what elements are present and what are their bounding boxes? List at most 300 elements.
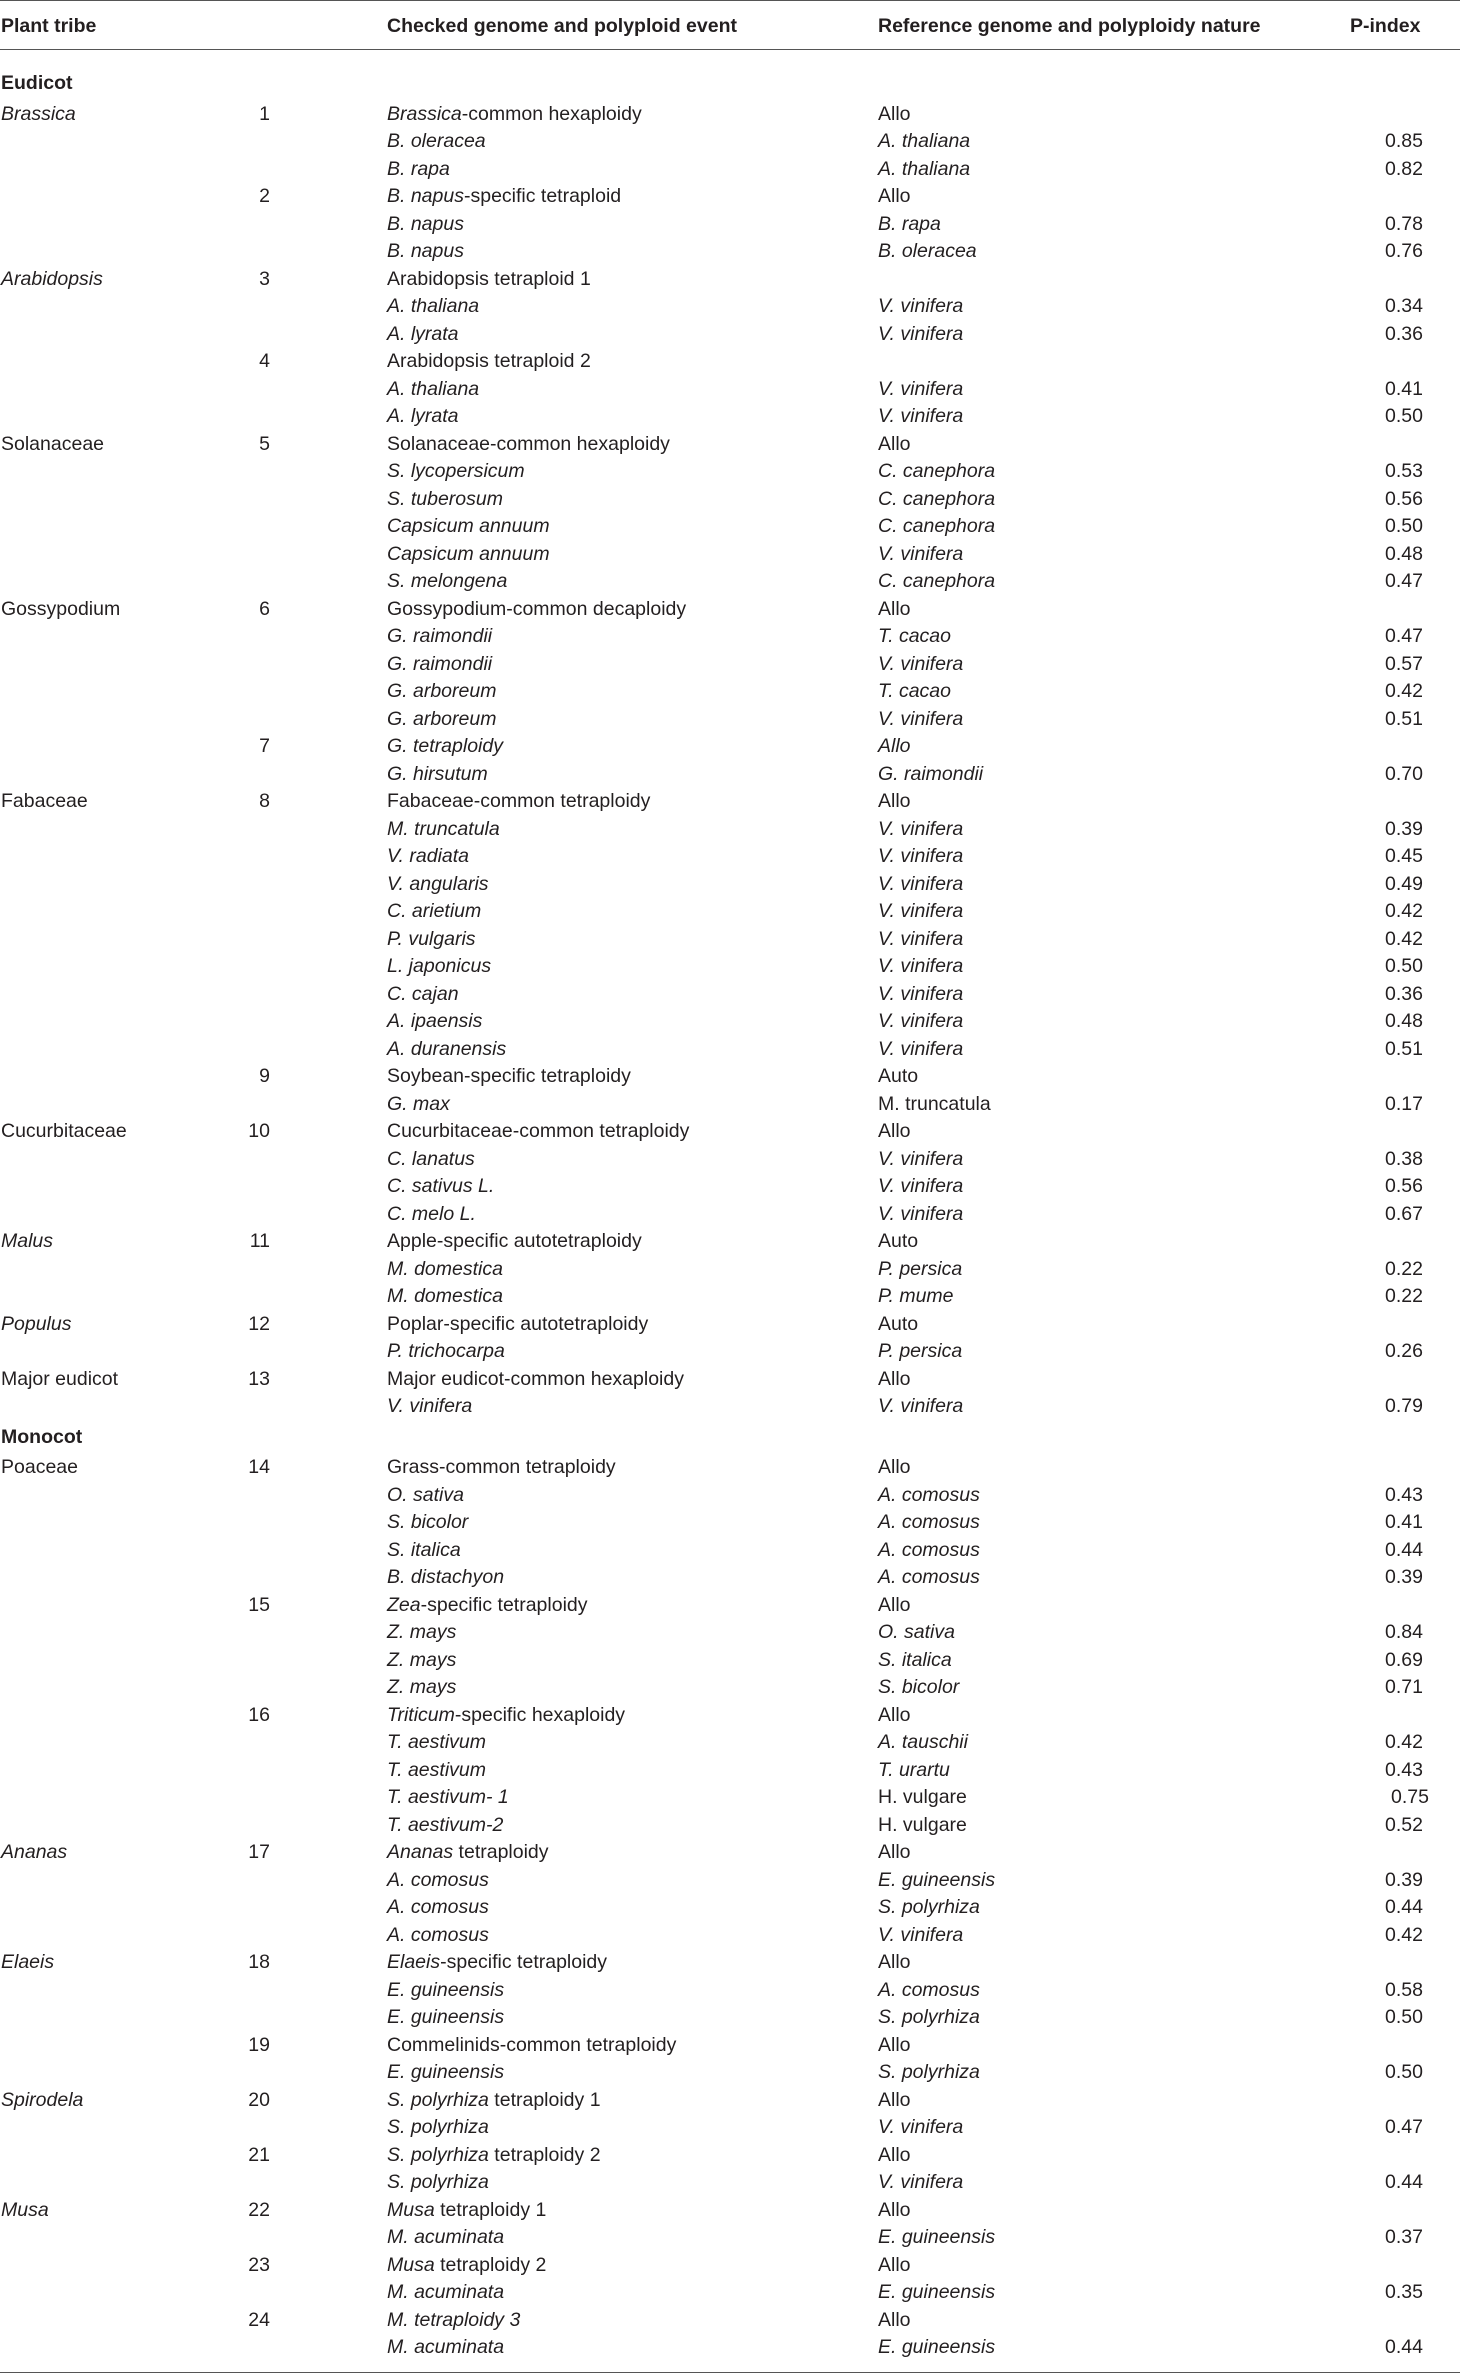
cell-event-number: 4 [259, 350, 270, 372]
reference-genome-text: V. vinifera [878, 818, 964, 840]
cell-checked-genome [387, 763, 488, 785]
cell-event-number: 15 [248, 1594, 270, 1616]
cell-checked-genome [387, 1924, 489, 1946]
cell-checked-genome [387, 1203, 476, 1225]
cell-checked-genome [387, 1841, 549, 1863]
cell-reference-genome [878, 680, 951, 702]
cell-reference-genome [878, 2226, 995, 2248]
reference-genome-text: Allo [878, 103, 911, 125]
cell-checked-genome [387, 103, 642, 125]
cell-checked-genome [387, 1230, 642, 1252]
checked-genome-text: Arabidopsis tetraploid 1 [387, 268, 591, 290]
reference-genome-text: T. cacao [878, 625, 951, 647]
cell-checked-genome [387, 1649, 456, 1671]
cell-checked-genome [387, 185, 621, 207]
checked-genome-text: Musa [387, 2254, 435, 2276]
cell-checked-genome [387, 2034, 676, 2056]
cell-checked-genome [387, 1814, 503, 1836]
cell-reference-genome [878, 598, 911, 620]
cell-event-number: 20 [248, 2089, 270, 2111]
cell-checked-genome [387, 1120, 689, 1142]
checked-genome-text: tetraploidy 1 [434, 2199, 547, 2221]
reference-genome-text: V. vinifera [878, 323, 964, 345]
cell-reference-genome [878, 2061, 980, 2083]
reference-genome-text: V. vinifera [878, 955, 964, 977]
cell-checked-genome [387, 1010, 482, 1032]
reference-genome-text: B. oleracea [878, 240, 977, 262]
cell-plant-tribe: Malus [1, 1230, 54, 1252]
checked-genome-text: A. comosus [387, 1924, 489, 1946]
section-title: Monocot [1, 1426, 83, 1448]
checked-genome-text: P. vulgaris [387, 928, 476, 950]
reference-genome-text: Allo [878, 2199, 911, 2221]
cell-p-index: 0.45 [1385, 845, 1423, 867]
cell-p-index: 0.67 [1385, 1203, 1423, 1225]
reference-genome-text: S. bicolor [878, 1676, 960, 1698]
reference-genome-text: T. urartu [878, 1759, 950, 1781]
reference-genome-text: V. vinifera [878, 1148, 964, 1170]
cell-reference-genome [878, 323, 963, 345]
cell-event-number: 18 [248, 1951, 270, 1973]
cell-checked-genome [387, 2061, 504, 2083]
cell-checked-genome [387, 845, 469, 867]
reference-genome-text: Allo [878, 1841, 911, 1863]
cell-p-index: 0.22 [1385, 1285, 1423, 1307]
cell-reference-genome [878, 1511, 980, 1533]
checked-genome-text: Triticum [387, 1704, 455, 1726]
reference-genome-text: V. vinifera [878, 2171, 964, 2193]
cell-p-index: 0.44 [1385, 1539, 1423, 1561]
checked-genome-text: Capsicum annuum [387, 543, 550, 565]
cell-event-number: 13 [248, 1368, 270, 1390]
cell-reference-genome [878, 213, 941, 235]
cell-checked-genome [387, 928, 476, 950]
checked-genome-text: T. aestivum [387, 1759, 486, 1781]
checked-genome-text: E. guineensis [387, 2061, 505, 2083]
checked-genome-text: S. italica [387, 1539, 461, 1561]
cell-checked-genome [387, 790, 650, 812]
cell-p-index: 0.42 [1385, 900, 1423, 922]
reference-genome-text: V. vinifera [878, 1203, 964, 1225]
cell-event-number: 21 [248, 2144, 270, 2166]
section-title: Eudicot [1, 72, 73, 94]
checked-genome-text: B. oleracea [387, 130, 486, 152]
cell-checked-genome [387, 1065, 631, 1087]
cell-p-index: 0.48 [1385, 1010, 1423, 1032]
cell-p-index: 0.39 [1385, 1566, 1423, 1588]
cell-reference-genome [878, 1814, 967, 1836]
header-p-index: P-index [1350, 15, 1421, 37]
reference-genome-text: Auto [878, 1230, 919, 1252]
cell-event-number: 16 [248, 1704, 270, 1726]
cell-checked-genome [387, 1869, 489, 1891]
cell-p-index: 0.71 [1385, 1676, 1423, 1698]
checked-genome-text: B. rapa [387, 158, 450, 180]
cell-checked-genome [387, 680, 496, 702]
cell-p-index: 0.85 [1385, 130, 1423, 152]
cell-checked-genome [387, 2199, 546, 2221]
cell-p-index: 0.44 [1385, 2171, 1423, 2193]
cell-reference-genome [878, 818, 963, 840]
cell-event-number: 19 [248, 2034, 270, 2056]
cell-checked-genome [387, 1759, 486, 1781]
cell-reference-genome [878, 983, 963, 1005]
cell-checked-genome [387, 1038, 506, 1060]
checked-genome-text: A. lyrata [387, 405, 459, 427]
cell-event-number: 2 [259, 185, 270, 207]
cell-reference-genome [878, 900, 963, 922]
reference-genome-text: V. vinifera [878, 543, 964, 565]
cell-p-index: 0.82 [1385, 158, 1423, 180]
cell-plant-tribe: Fabaceae [1, 790, 88, 812]
cell-reference-genome [878, 2199, 911, 2221]
cell-checked-genome [387, 2089, 601, 2111]
cell-p-index: 0.38 [1385, 1148, 1423, 1170]
cell-reference-genome [878, 2034, 911, 2056]
reference-genome-text: H. vulgare [878, 1814, 967, 1836]
cell-checked-genome [387, 2226, 504, 2248]
cell-p-index: 0.48 [1385, 543, 1423, 565]
cell-reference-genome [878, 1841, 911, 1863]
checked-genome-text: A. thaliana [387, 295, 480, 317]
cell-checked-genome [387, 1175, 494, 1197]
cell-reference-genome [878, 763, 983, 785]
cell-event-number: 9 [259, 1065, 270, 1087]
cell-checked-genome [387, 1368, 684, 1390]
cell-p-index: 0.39 [1385, 1869, 1423, 1891]
cell-reference-genome [878, 1786, 967, 1808]
bottom-rule [0, 2372, 1460, 2373]
cell-reference-genome [878, 1395, 963, 1417]
cell-checked-genome [387, 1395, 472, 1417]
cell-reference-genome [878, 1456, 911, 1478]
cell-reference-genome [878, 488, 995, 510]
cell-checked-genome [387, 1093, 450, 1115]
checked-genome-text: C. melo L. [387, 1203, 476, 1225]
cell-checked-genome [387, 405, 459, 427]
checked-genome-text: A. lyrata [387, 323, 459, 345]
cell-p-index: 0.42 [1385, 1731, 1423, 1753]
checked-genome-text: A. comosus [387, 1896, 489, 1918]
reference-genome-text: P. mume [878, 1285, 954, 1307]
cell-p-index: 0.44 [1385, 1896, 1423, 1918]
cell-reference-genome [878, 2171, 963, 2193]
checked-genome-text: M. tetraploidy 3 [387, 2309, 521, 2331]
reference-genome-text: A. tauschii [878, 1731, 968, 1753]
checked-genome-text: C. arietium [387, 900, 482, 922]
cell-reference-genome [878, 1010, 963, 1032]
cell-checked-genome [387, 158, 450, 180]
checked-genome-text: M. domestica [387, 1258, 503, 1280]
cell-reference-genome [878, 1621, 955, 1643]
reference-genome-text: V. vinifera [878, 928, 964, 950]
cell-event-number: 11 [249, 1230, 270, 1252]
checked-genome-text: Grass-common tetraploidy [387, 1456, 616, 1478]
cell-checked-genome [387, 955, 491, 977]
cell-plant-tribe: Elaeis [1, 1951, 55, 1973]
cell-p-index: 0.50 [1385, 405, 1423, 427]
reference-genome-text: O. sativa [878, 1621, 955, 1643]
reference-genome-text: V. vinifera [878, 1175, 964, 1197]
reference-genome-text: V. vinifera [878, 1924, 964, 1946]
cell-event-number: 17 [248, 1841, 270, 1863]
cell-event-number: 12 [248, 1313, 270, 1335]
reference-genome-text: V. vinifera [878, 845, 964, 867]
reference-genome-text: Allo [878, 735, 911, 757]
cell-checked-genome [387, 1456, 616, 1478]
cell-reference-genome [878, 790, 911, 812]
cell-reference-genome [878, 735, 911, 757]
checked-genome-text: Apple-specific autotetraploidy [387, 1230, 642, 1252]
cell-reference-genome [878, 1120, 911, 1142]
reference-genome-text: V. vinifera [878, 708, 964, 730]
reference-genome-text: P. persica [878, 1340, 963, 1362]
checked-genome-text: L. japonicus [387, 955, 492, 977]
cell-p-index: 0.50 [1385, 955, 1423, 977]
cell-checked-genome [387, 2116, 489, 2138]
cell-checked-genome [387, 653, 492, 675]
cell-checked-genome [387, 983, 459, 1005]
cell-p-index: 0.78 [1385, 213, 1423, 235]
cell-checked-genome [387, 900, 481, 922]
cell-event-number: 24 [248, 2309, 270, 2331]
checked-genome-text: G. arboreum [387, 680, 497, 702]
cell-reference-genome [878, 1065, 918, 1087]
checked-genome-text: Major eudicot-common hexaploidy [387, 1368, 684, 1390]
cell-plant-tribe: Brassica [1, 103, 76, 125]
cell-checked-genome [387, 1566, 504, 1588]
cell-checked-genome [387, 1285, 503, 1307]
checked-genome-text: C. sativus L. [387, 1175, 495, 1197]
cell-p-index: 0.41 [1385, 378, 1423, 400]
reference-genome-text: A. comosus [878, 1539, 980, 1561]
reference-genome-text: Allo [878, 433, 911, 455]
cell-reference-genome [878, 1340, 962, 1362]
checked-genome-text: E. guineensis [387, 1979, 505, 2001]
checked-genome-text: -specific tetraploidy [440, 1951, 608, 1973]
cell-p-index: 0.39 [1385, 818, 1423, 840]
checked-genome-text: Cucurbitaceae-common tetraploidy [387, 1120, 690, 1142]
cell-p-index: 0.56 [1385, 488, 1423, 510]
reference-genome-text: A. comosus [878, 1566, 980, 1588]
cell-reference-genome [878, 1594, 911, 1616]
cell-reference-genome [878, 1258, 962, 1280]
cell-p-index: 0.50 [1385, 515, 1423, 537]
reference-genome-text: V. vinifera [878, 1038, 964, 1060]
reference-genome-text: Allo [878, 790, 911, 812]
cell-p-index: 0.44 [1385, 2336, 1423, 2358]
reference-genome-text: E. guineensis [878, 1869, 996, 1891]
checked-genome-text: S. polyrhiza [387, 2171, 489, 2193]
reference-genome-text: Auto [878, 1313, 919, 1335]
cell-reference-genome [878, 928, 963, 950]
cell-checked-genome [387, 1896, 489, 1918]
cell-checked-genome [387, 2171, 489, 2193]
cell-p-index: 0.69 [1385, 1649, 1423, 1671]
reference-genome-text: E. guineensis [878, 2281, 996, 2303]
cell-plant-tribe: Arabidopsis [1, 268, 103, 290]
checked-genome-text: B. napus [387, 240, 464, 262]
cell-checked-genome [387, 378, 479, 400]
cell-event-number: 22 [248, 2199, 270, 2221]
cell-p-index: 0.43 [1385, 1759, 1423, 1781]
checked-genome-text: S. polyrhiza [387, 2144, 489, 2166]
cell-plant-tribe: Cucurbitaceae [1, 1120, 127, 1142]
cell-checked-genome [387, 323, 459, 345]
checked-genome-text: T. aestivum-2 [387, 1814, 504, 1836]
cell-event-number: 14 [248, 1456, 270, 1478]
cell-reference-genome [878, 1649, 952, 1671]
reference-genome-text: Allo [878, 1704, 911, 1726]
cell-checked-genome [387, 1484, 464, 1506]
checked-genome-text: Z. mays [387, 1621, 457, 1643]
cell-checked-genome [387, 1148, 475, 1170]
cell-reference-genome [878, 2116, 963, 2138]
cell-reference-genome [878, 130, 970, 152]
cell-checked-genome [387, 1951, 607, 1973]
cell-reference-genome [878, 2309, 911, 2331]
reference-genome-text: S. polyrhiza [878, 2006, 980, 2028]
cell-reference-genome [878, 570, 995, 592]
cell-p-index: 0.47 [1385, 2116, 1423, 2138]
header-checked-genome: Checked genome and polyploid event [387, 15, 737, 37]
cell-checked-genome [387, 433, 670, 455]
cell-event-number: 7 [259, 735, 270, 757]
reference-genome-text: Allo [878, 2089, 911, 2111]
reference-genome-text: V. vinifera [878, 653, 964, 675]
cell-plant-tribe: Musa [1, 2199, 49, 2221]
reference-genome-text: A. comosus [878, 1484, 980, 1506]
checked-genome-text: S. polyrhiza [387, 2089, 489, 2111]
cell-p-index: 0.36 [1385, 323, 1423, 345]
cell-reference-genome [878, 295, 963, 317]
reference-genome-text: V. vinifera [878, 983, 964, 1005]
checked-genome-text: -specific tetraploidy [420, 1594, 588, 1616]
cell-reference-genome [878, 1175, 963, 1197]
checked-genome-text: S. lycopersicum [387, 460, 525, 482]
checked-genome-text: Zea [387, 1594, 421, 1616]
cell-reference-genome [878, 1093, 991, 1115]
reference-genome-text: C. canephora [878, 570, 996, 592]
checked-genome-text: Arabidopsis tetraploid 2 [387, 350, 591, 372]
reference-genome-text: C. canephora [878, 460, 996, 482]
cell-reference-genome [878, 1869, 995, 1891]
checked-genome-text: Z. mays [387, 1676, 457, 1698]
cell-reference-genome [878, 1230, 918, 1252]
checked-genome-text: -specific tetraploid [463, 185, 622, 207]
cell-reference-genome [878, 1951, 911, 1973]
cell-p-index: 0.37 [1385, 2226, 1423, 2248]
cell-checked-genome [387, 213, 464, 235]
cell-reference-genome [878, 1285, 954, 1307]
cell-reference-genome [878, 405, 963, 427]
cell-reference-genome [878, 955, 963, 977]
checked-genome-text: V. vinifera [387, 1395, 473, 1417]
reference-genome-text: G. raimondii [878, 763, 984, 785]
checked-genome-text: tetraploidy 1 [488, 2089, 601, 2111]
reference-genome-text: Allo [878, 598, 911, 620]
reference-genome-text: V. vinifera [878, 1395, 964, 1417]
cell-checked-genome [387, 1258, 503, 1280]
cell-reference-genome [878, 1759, 950, 1781]
cell-plant-tribe: Solanaceae [1, 433, 105, 455]
reference-genome-text: Allo [878, 2144, 911, 2166]
cell-reference-genome [878, 515, 995, 537]
reference-genome-text: V. vinifera [878, 1010, 964, 1032]
cell-event-number: 6 [259, 598, 270, 620]
reference-genome-text: E. guineensis [878, 2336, 996, 2358]
cell-checked-genome [387, 488, 503, 510]
cell-p-index: 0.51 [1385, 708, 1423, 730]
reference-genome-text: Allo [878, 185, 911, 207]
reference-genome-text: A. thaliana [878, 158, 971, 180]
cell-reference-genome [878, 1896, 980, 1918]
cell-reference-genome [878, 1676, 959, 1698]
cell-checked-genome [387, 1313, 648, 1335]
reference-genome-text: V. vinifera [878, 405, 964, 427]
cell-reference-genome [878, 2254, 911, 2276]
checked-genome-text: Elaeis [387, 1951, 441, 1973]
cell-reference-genome [878, 240, 977, 262]
checked-genome-text: M. acuminata [387, 2226, 505, 2248]
checked-genome-text: A. comosus [387, 1869, 489, 1891]
cell-checked-genome [387, 543, 550, 565]
cell-reference-genome [878, 103, 911, 125]
reference-genome-text: Allo [878, 1594, 911, 1616]
cell-checked-genome [387, 2144, 601, 2166]
cell-p-index: 0.42 [1385, 1924, 1423, 1946]
header-reference-genome: Reference genome and polyploidy nature [878, 15, 1261, 37]
cell-checked-genome [387, 625, 492, 647]
checked-genome-text: G. raimondii [387, 625, 493, 647]
checked-genome-text: P. trichocarpa [387, 1340, 505, 1362]
cell-reference-genome [878, 2144, 911, 2166]
checked-genome-text: Gossypodium-common decaploidy [387, 598, 687, 620]
reference-genome-text: Allo [878, 2309, 911, 2331]
checked-genome-text: V. angularis [387, 873, 489, 895]
checked-genome-text: -common hexaploidy [461, 103, 642, 125]
cell-p-index: 0.50 [1385, 2061, 1423, 2083]
checked-genome-text: Poplar-specific autotetraploidy [387, 1313, 649, 1335]
checked-genome-text: Commelinids-common tetraploidy [387, 2034, 677, 2056]
reference-genome-text: S. polyrhiza [878, 1896, 980, 1918]
checked-genome-text: M. domestica [387, 1285, 503, 1307]
cell-p-index: 0.41 [1385, 1511, 1423, 1533]
cell-p-index: 0.50 [1385, 2006, 1423, 2028]
reference-genome-text: M. truncatula [878, 1093, 991, 1115]
cell-reference-genome [878, 1484, 980, 1506]
cell-checked-genome [387, 1786, 509, 1808]
cell-checked-genome [387, 735, 503, 757]
reference-genome-text: A. comosus [878, 1979, 980, 2001]
cell-p-index: 0.70 [1385, 763, 1423, 785]
cell-reference-genome [878, 708, 963, 730]
checked-genome-text: G. tetraploidy [387, 735, 503, 757]
reference-genome-text: V. vinifera [878, 295, 964, 317]
cell-checked-genome [387, 570, 507, 592]
checked-genome-text: C. cajan [387, 983, 459, 1005]
cell-checked-genome [387, 1594, 588, 1616]
cell-event-number: 1 [259, 103, 270, 125]
cell-reference-genome [878, 2006, 980, 2028]
checked-genome-text: S. polyrhiza [387, 2116, 489, 2138]
checked-genome-text: M. truncatula [387, 818, 500, 840]
cell-reference-genome [878, 1148, 963, 1170]
cell-p-index: 0.42 [1385, 680, 1423, 702]
cell-event-number: 3 [259, 268, 270, 290]
cell-p-index: 0.53 [1385, 460, 1423, 482]
checked-genome-text: T. aestivum- 1 [387, 1786, 509, 1808]
